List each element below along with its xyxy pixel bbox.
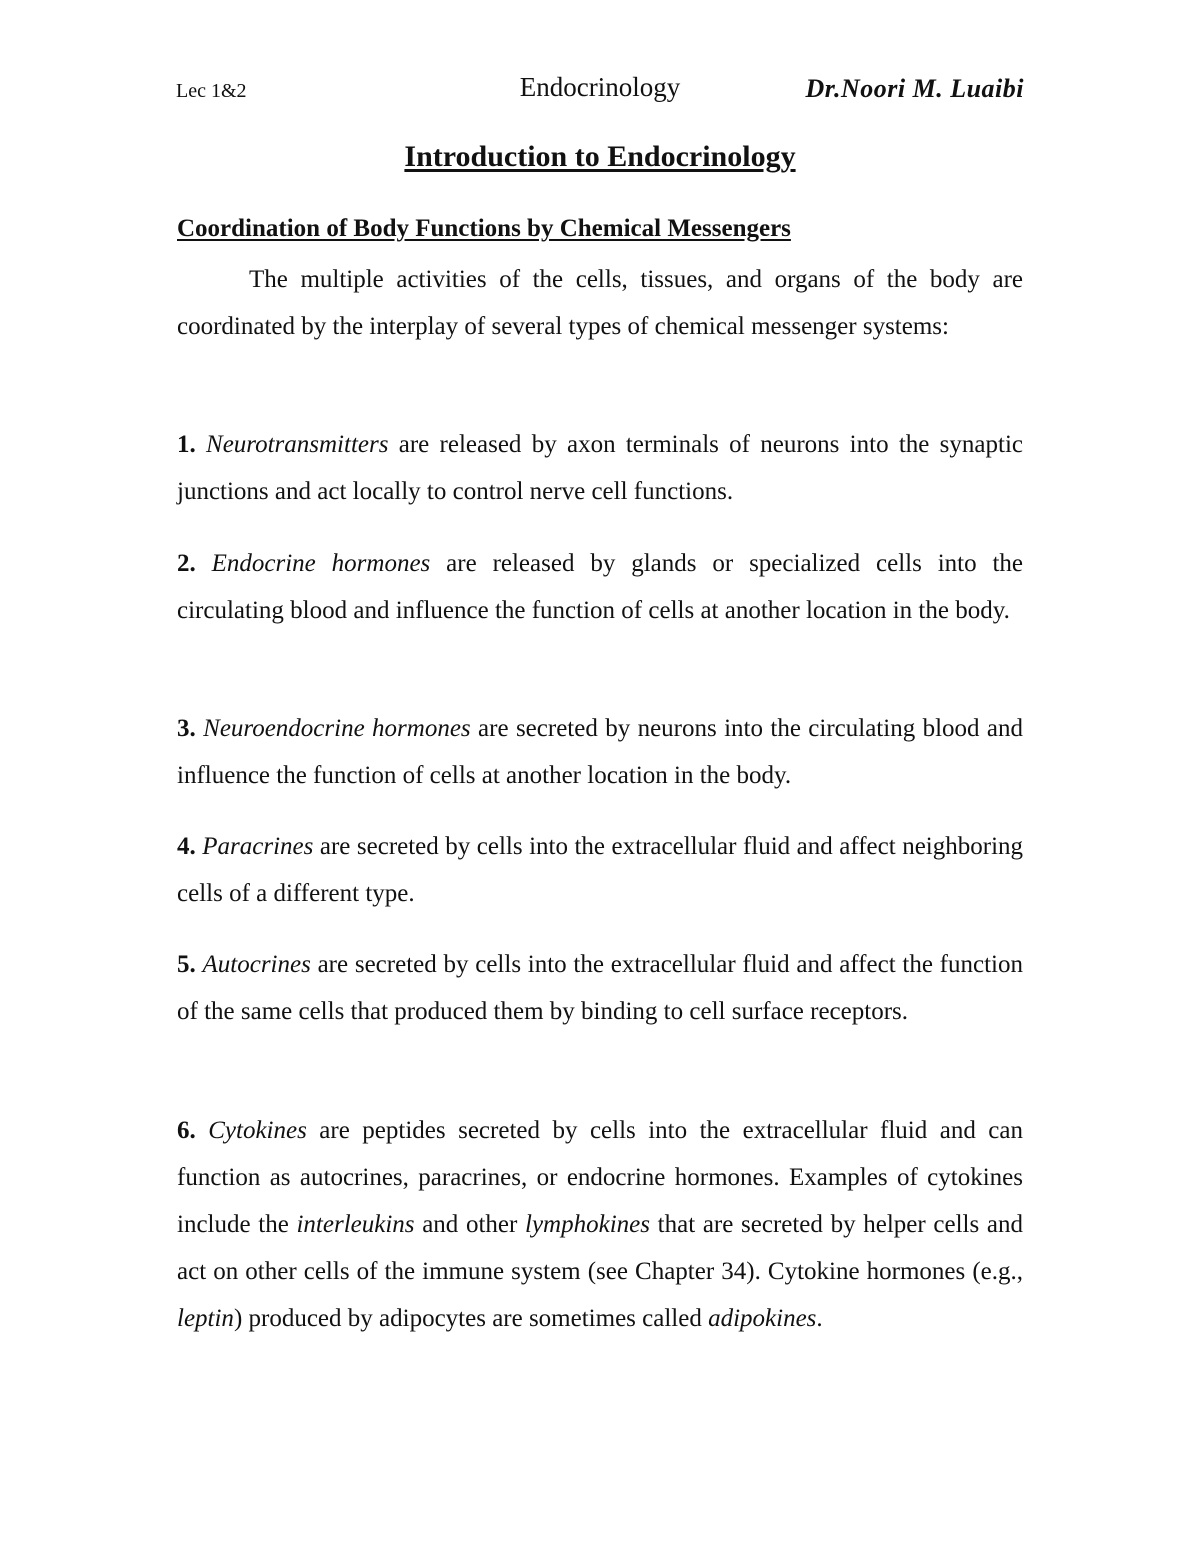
term-adipokines: adipokines: [708, 1305, 817, 1332]
item-text: are released by glands or specialized cells into the circulating blood and influence the function of cells at another location in the body.: [177, 550, 1024, 624]
item-term: Cytokines: [208, 1117, 307, 1144]
intro-paragraph: The multiple activities of the cells, tissues, and organs of the body are coordinated by the interplay of several types of chemical messenger systems:: [177, 266, 1023, 340]
item-number: 4.: [177, 833, 196, 860]
author-label: Dr.Noori M. Luaibi: [805, 74, 1024, 103]
subject-label: Endocrinology: [519, 72, 681, 102]
list-item-4: [177, 823, 1023, 917]
item-text: and other: [414, 1211, 526, 1238]
term-interleukins: interleukins: [296, 1211, 415, 1238]
item-text: ) produced by adipocytes are sometimes called: [233, 1305, 709, 1332]
item-text: .: [816, 1305, 823, 1332]
page-header: [176, 72, 1024, 112]
page-title: Introduction to Endocrinology: [404, 140, 796, 173]
item-text: are secreted by neurons into the circulating blood and influence the function of cells at another location in the body.: [177, 715, 1023, 789]
item-number: 3.: [177, 715, 196, 742]
item-number: 2.: [177, 550, 196, 577]
item-term: Neuroendocrine hormones: [203, 715, 471, 742]
lecture-label: Lec 1&2: [176, 80, 247, 102]
item-text: are secreted by cells into the extracellular fluid and affect neighboring cells of a different type.: [177, 833, 1024, 907]
list-item-1: [177, 421, 1023, 515]
item-text: are released by axon terminals of neurons into the synaptic junctions and act locally to control nerve cell functions.: [177, 431, 1023, 505]
item-number: 1.: [177, 431, 196, 458]
item-term: Endocrine hormones: [211, 550, 431, 577]
item-term: Neurotransmitters: [206, 431, 389, 458]
term-lymphokines: lymphokines: [525, 1211, 650, 1238]
list-item-6: [177, 1107, 1023, 1342]
item-text: are secreted by cells into the extracellular fluid and affect the function of the same cells that produced them by binding to cell surface receptors.: [177, 951, 1023, 1025]
term-leptin: leptin: [177, 1305, 234, 1332]
list-item-5: [177, 941, 1023, 1035]
item-term: Paracrines: [202, 833, 314, 860]
item-text: are peptides secreted by cells into the extracellular fluid and can function as autocrines, paracrines, or endocrine hormones. Examples of cytokines include the: [177, 1117, 1023, 1238]
item-text: that are secreted by helper cells and act on other cells of the immune system (see Chapter 34). Cytokine hormones (e.g.,: [177, 1211, 1023, 1285]
section-heading: Coordination of Body Functions by Chemical Messengers: [177, 215, 791, 242]
list-item-2: [177, 540, 1023, 634]
item-term: Autocrines: [202, 951, 311, 978]
item-number: 5.: [177, 951, 196, 978]
item-number: 6.: [177, 1117, 196, 1144]
list-item-3: [177, 705, 1023, 799]
